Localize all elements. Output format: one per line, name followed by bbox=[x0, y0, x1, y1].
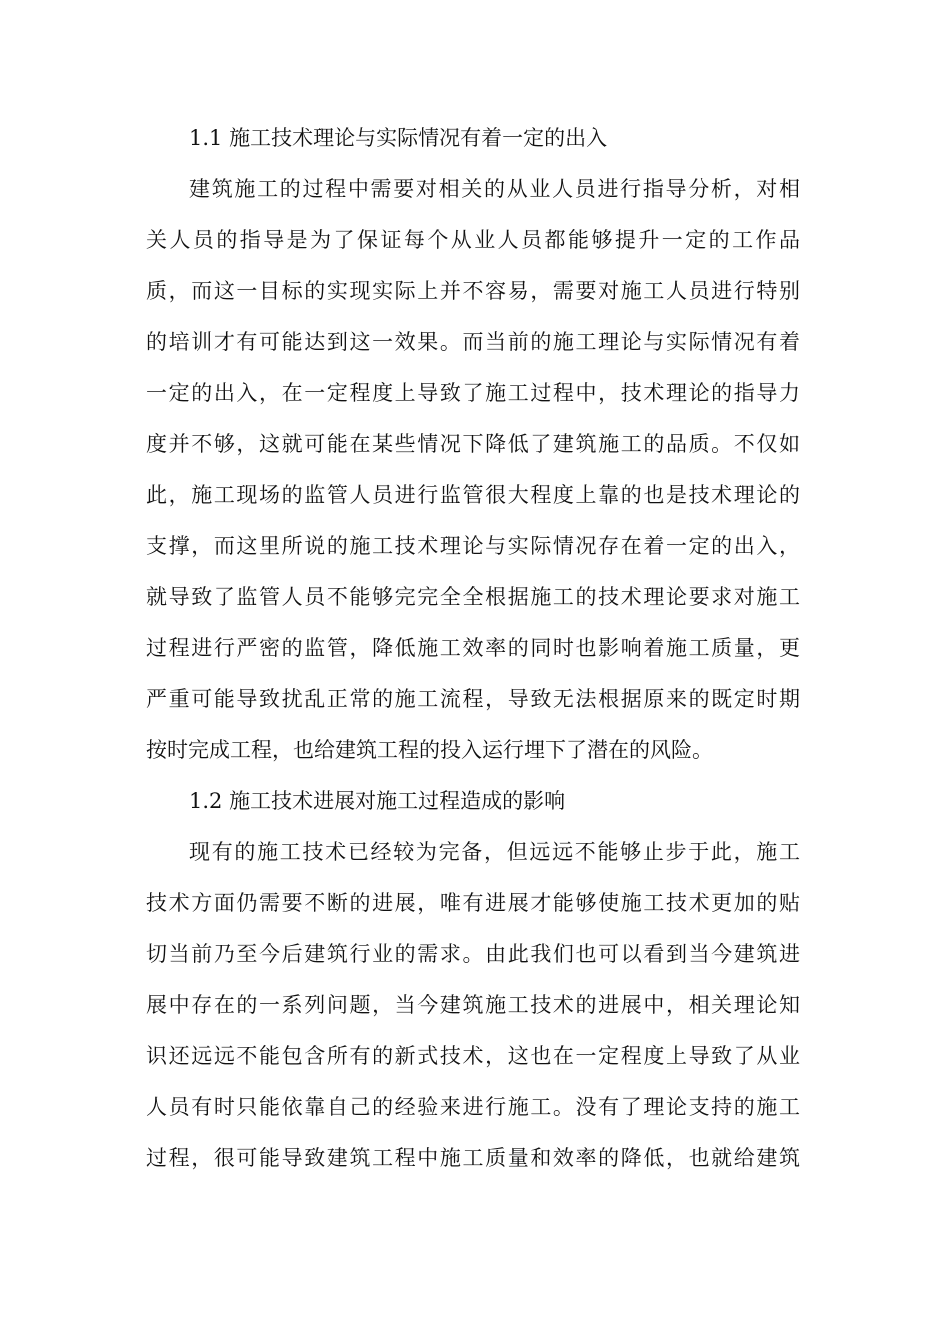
document-body bbox=[146, 113, 800, 1184]
paragraph-line: 人员有时只能依靠自己的经验来进行施工。没有了理论支持的施工 bbox=[146, 1095, 800, 1119]
paragraph-line: 技术方面仍需要不断的进展，唯有进展才能够使施工技术更加的贴 bbox=[146, 891, 800, 915]
paragraph-line: 过程进行严密的监管，降低施工效率的同时也影响着施工质量，更 bbox=[146, 636, 800, 660]
paragraph-line: 的培训才有可能达到这一效果。而当前的施工理论与实际情况有着 bbox=[146, 330, 800, 354]
paragraph-line: 度并不够，这就可能在某些情况下降低了建筑施工的品质。不仅如 bbox=[146, 432, 800, 456]
paragraph-line: 识还远远不能包含所有的新式技术，这也在一定程度上导致了从业 bbox=[146, 1044, 800, 1068]
paragraph-line: 切当前乃至今后建筑行业的需求。由此我们也可以看到当今建筑进 bbox=[146, 942, 800, 966]
paragraph-line: 严重可能导致扰乱正常的施工流程，导致无法根据原来的既定时期 bbox=[146, 687, 800, 711]
section-heading-1-2: 1.2 施工技术进展对施工过程造成的影响 bbox=[189, 789, 566, 813]
paragraph-line: 就导致了监管人员不能够完完全全根据施工的技术理论要求对施工 bbox=[146, 585, 800, 609]
paragraph-line: 展中存在的一系列问题，当今建筑施工技术的进展中，相关理论知 bbox=[146, 993, 800, 1017]
section-heading-1-1: 1.1 施工技术理论与实际情况有着一定的出入 bbox=[189, 126, 608, 150]
paragraph-line: 现有的施工技术已经较为完备，但远远不能够止步于此，施工 bbox=[189, 840, 800, 864]
paragraph-line: 按时完成工程，也给建筑工程的投入运行埋下了潜在的风险。 bbox=[146, 738, 713, 762]
paragraph-line: 质，而这一目标的实现实际上并不容易，需要对施工人员进行特别 bbox=[146, 279, 800, 303]
paragraph-line: 关人员的指导是为了保证每个从业人员都能够提升一定的工作品 bbox=[146, 228, 800, 252]
paragraph-line: 此，施工现场的监管人员进行监管很大程度上靠的也是技术理论的 bbox=[146, 483, 800, 507]
paragraph-line: 一定的出入，在一定程度上导致了施工过程中，技术理论的指导力 bbox=[146, 381, 800, 405]
paragraph-line: 支撑，而这里所说的施工技术理论与实际情况存在着一定的出入， bbox=[146, 534, 800, 558]
paragraph-line: 过程，很可能导致建筑工程中施工质量和效率的降低，也就给建筑 bbox=[146, 1146, 800, 1170]
paragraph-line: 建筑施工的过程中需要对相关的从业人员进行指导分析，对相 bbox=[189, 177, 800, 201]
